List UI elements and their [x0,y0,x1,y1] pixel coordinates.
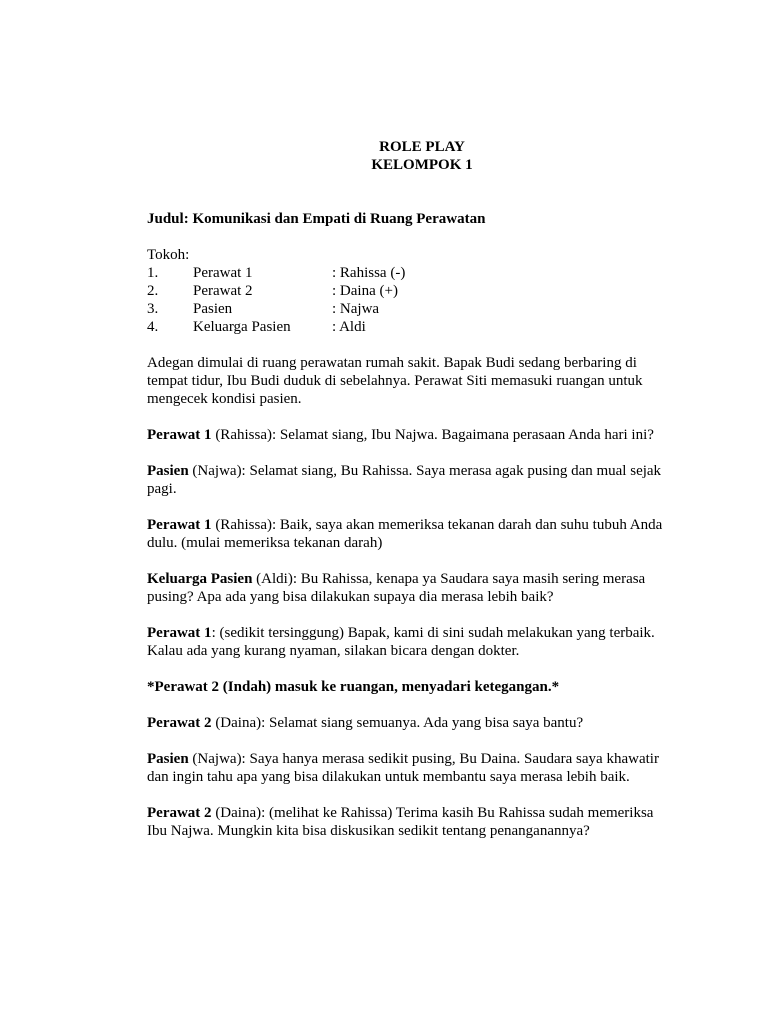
dialogue-text: : (sedikit tersinggung) Bapak, kami di sini sudah melakukan yang terbaik. Kalau ada yang kurang nyaman, silakan bicara dengan dokter. [147,625,655,659]
cast-number: 4. [147,319,159,335]
dialogue-text: (Rahissa): Selamat siang, Ibu Najwa. Bagaimana perasaan Anda hari ini? [211,427,654,443]
cast-row [147,318,667,336]
stage-direction: *Perawat 2 (Indah) masuk ke ruangan, menyadari ketegangan.* [147,679,560,695]
dialogue-text: (Aldi): Bu Rahissa, kenapa ya Saudara saya masih sering merasa pusing? Apa ada yang bisa dilakukan supaya dia merasa lebih baik? [147,571,646,605]
cast-role: Pasien [193,301,233,317]
speaker-name: Pasien [147,751,189,767]
cast-role: Perawat 1 [193,265,253,281]
dialogue-paragraph [147,804,667,840]
speaker-name: Perawat 2 [147,715,212,731]
speaker-name: Perawat 1 [147,427,212,443]
dialogue-text: (Daina): Selamat siang semuanya. Ada yang bisa saya bantu? [211,715,584,731]
tokoh-heading: Tokoh: [147,247,190,263]
cast-name: : Daina (+) [332,283,398,299]
dialogue-text: (Najwa): Saya hanya merasa sedikit pusing, Bu Daina. Saudara saya khawatir dan ingin tahu apa yang bisa dilakukan untuk membantu saya merasa lebih baik. [147,751,659,785]
cast-number: 3. [147,301,159,317]
title-line-2: KELOMPOK 1 [371,157,473,173]
dialogue-text: (Najwa): Selamat siang, Bu Rahissa. Saya merasa agak pusing dan mual sejak pagi. [147,463,662,497]
cast-number: 1. [147,265,159,281]
intro-paragraph: Adegan dimulai di ruang perawatan rumah sakit. Bapak Budi sedang berbaring di tempat tidur, Ibu Budi duduk di sebelahnya. Perawat Siti memasuki ruangan untuk mengecek kondisi pasien. [147,355,643,407]
cast-name: : Rahissa (-) [332,265,406,281]
speaker-name: Perawat 1 [147,625,212,641]
cast-role: Perawat 2 [193,283,253,299]
cast-row [147,264,667,282]
cast-name: : Najwa [332,301,380,317]
cast-name: : Aldi [332,319,366,335]
dialogue-paragraph [147,750,667,786]
dialogue-paragraph [147,624,667,660]
speaker-name: Pasien [147,463,189,479]
speaker-name: Perawat 1 [147,517,212,533]
dialogue-text: (Daina): (melihat ke Rahissa) Terima kasih Bu Rahissa sudah memeriksa Ibu Najwa. Mungkin kita bisa diskusikan sedikit tentang penanganannya? [147,805,654,839]
dialogue-paragraph [147,570,667,606]
dialogue-paragraph [147,462,667,498]
document-page [147,138,667,840]
speaker-name: Keluarga Pasien [147,571,253,587]
cast-row [147,282,667,300]
dialogue-paragraph [147,426,667,444]
dialogue-paragraph [147,516,667,552]
title-line-1: ROLE PLAY [379,139,465,155]
cast-row [147,300,667,318]
cast-list [147,264,667,336]
dialogue-text: (Rahissa): Baik, saya akan memeriksa tekanan darah dan suhu tubuh Anda dulu. (mulai memeriksa tekanan darah) [147,517,663,551]
cast-role: Keluarga Pasien [193,319,291,335]
dialogue-paragraph [147,714,667,732]
cast-number: 2. [147,283,159,299]
speaker-name: Perawat 2 [147,805,212,821]
judul-heading: Judul: Komunikasi dan Empati di Ruang Perawatan [147,211,486,227]
